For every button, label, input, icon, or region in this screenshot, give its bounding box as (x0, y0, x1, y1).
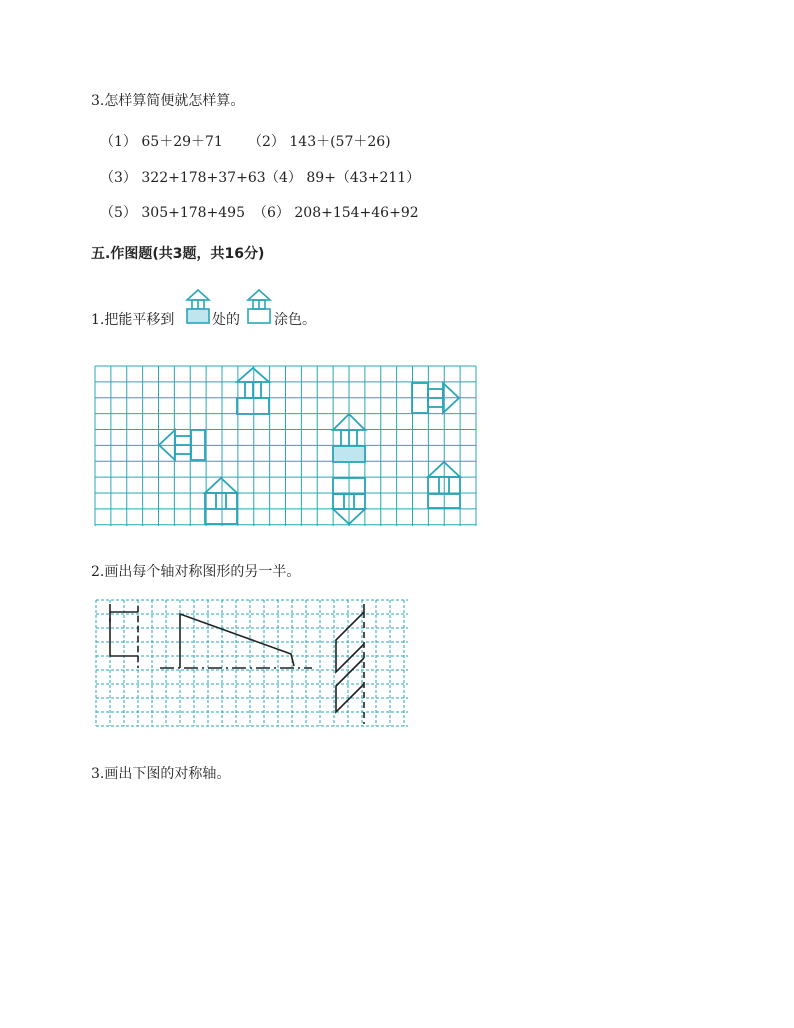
s5-q1-part2: 处的 (212, 312, 240, 328)
s5-q1-part1: 1.把能平移到 (91, 312, 175, 328)
s5-q2: 2.画出每个轴对称图形的另一半。 (91, 564, 301, 580)
s5-q3: 3.画出下图的对称轴。 (91, 766, 231, 782)
problem-2-num: （2） (248, 134, 285, 150)
problem-2-expr: 143＋(57＋26) (289, 134, 391, 150)
problem-1 (100, 133, 223, 151)
problem-6-expr: 208+154+46+92 (294, 205, 419, 221)
house-icon-filled (184, 289, 212, 325)
q3-title: 3.怎样算简便就怎样算。 (91, 93, 245, 109)
house-shape-up-1 (237, 368, 269, 414)
problem-4-expr: 89+（43+211） (306, 170, 421, 186)
problem-2 (248, 133, 391, 151)
house-shape-up-3 (205, 478, 237, 524)
symmetry-grid (96, 600, 408, 726)
problem-3-num: （3） (100, 170, 137, 186)
problem-5 (100, 204, 245, 222)
house-icon-outline (245, 289, 273, 325)
problem-5-expr: 305+178+495 (141, 205, 246, 221)
translation-grid (95, 366, 476, 526)
problem-4-num: （4） (265, 170, 302, 186)
problem-1-num: （1） (100, 134, 137, 150)
problem-6 (253, 204, 419, 222)
section5-heading: 五.作图题(共3题，共16分) (91, 246, 265, 262)
problem-4 (265, 169, 420, 187)
s5-q1-part3: 涂色。 (274, 312, 316, 328)
problem-3-expr: 322+178+37+63 (141, 170, 266, 186)
parallelogram-half-shape (336, 604, 364, 724)
problem-6-num: （6） (253, 205, 290, 221)
problem-5-num: （5） (100, 205, 137, 221)
problem-1-expr: 65＋29＋71 (141, 134, 223, 150)
problem-3 (100, 169, 266, 187)
